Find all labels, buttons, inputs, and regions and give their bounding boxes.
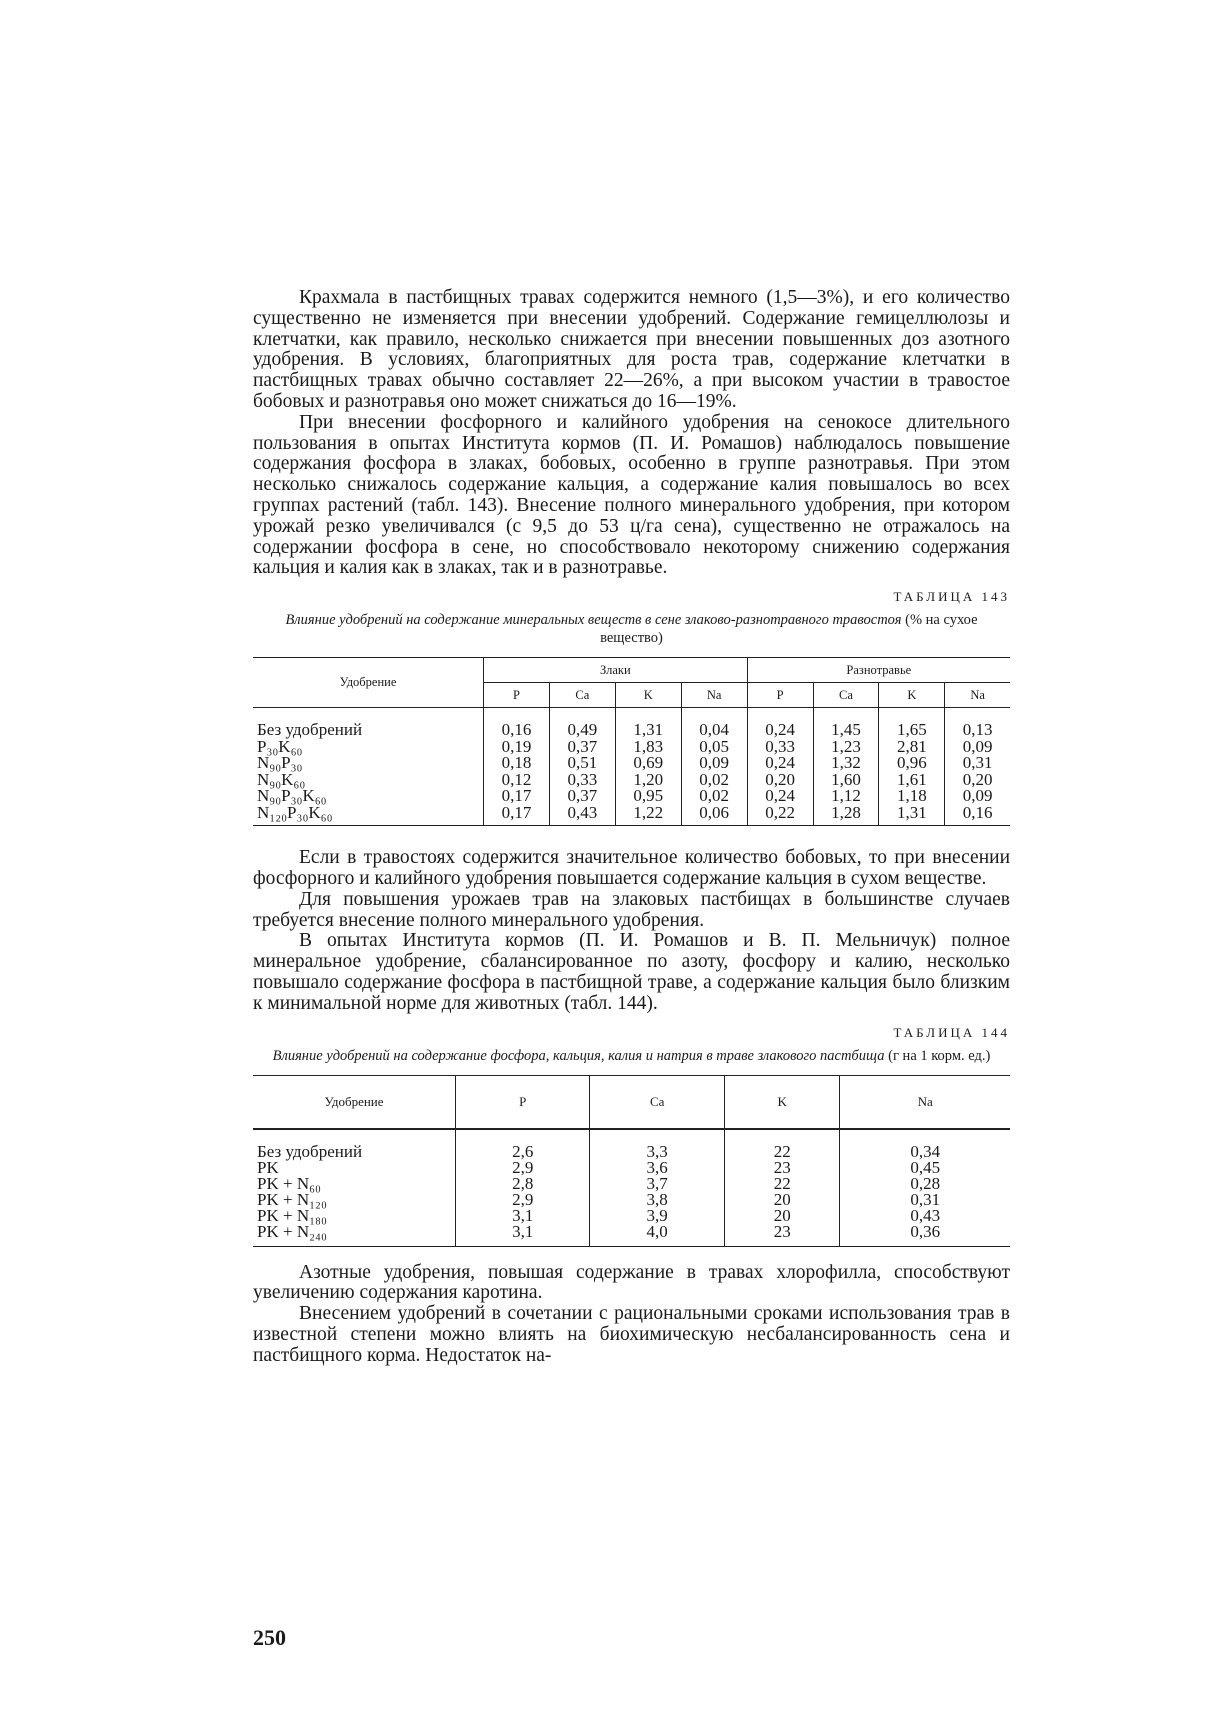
table-143-col-header: K (879, 683, 945, 708)
table-cell-fertilizer: PK + N₁₈₀ (257, 1205, 327, 1225)
table-144-col-header: K (724, 1075, 840, 1129)
table-cell: 0,19 (484, 739, 550, 756)
paragraph-nitrogen: Азотные удобрения, повышая содержание в травах хлорофилла, способствуют увеличению содержания каротина. (253, 1261, 1010, 1304)
table-144-title (253, 1047, 1010, 1065)
table-cell: 1,22 (615, 805, 681, 826)
table-cell: 23 (724, 1224, 840, 1247)
table-cell: 1,28 (813, 805, 879, 826)
table-cell: 20 (724, 1192, 840, 1208)
table-row (253, 805, 1010, 826)
table-cell: 0,45 (840, 1160, 1010, 1176)
table-cell: 0,24 (747, 708, 813, 739)
table-cell: 2,6 (456, 1129, 590, 1160)
table-cell-fertilizer: PK + N₁₂₀ (257, 1189, 327, 1209)
table-143 (253, 657, 1010, 826)
table-143-group-forbs: Разнотравье (747, 658, 1010, 683)
table-cell: 0,20 (747, 772, 813, 789)
table-cell: 0,13 (945, 708, 1010, 739)
paragraph-harvest-timing: Внесением удобрений в сочетании с рациональными сроками использования трав в известной степени можно влиять на биохимическую несбалансированность сена и пастбищного корма. Недостаток на- (253, 1303, 1010, 1366)
table-cell: 0,18 (484, 755, 550, 772)
table-cell: 3,1 (456, 1224, 590, 1247)
table-cell: 0,95 (615, 788, 681, 805)
table-143-title-italic: Влияние удобрений на содержание минеральных веществ в сене злаково-разнотравного травостоя (285, 612, 902, 629)
table-cell: 0,28 (840, 1176, 1010, 1192)
table-cell: 0,02 (681, 788, 747, 805)
table-cell: 0,16 (945, 805, 1010, 826)
page-body (253, 288, 1010, 1367)
table-cell: 0,43 (840, 1208, 1010, 1224)
table-cell: 2,8 (456, 1176, 590, 1192)
table-cell: 0,09 (681, 755, 747, 772)
spacer (253, 826, 1010, 848)
table-cell: 1,12 (813, 788, 879, 805)
table-cell: 0,20 (945, 772, 1010, 789)
table-cell: 3,7 (590, 1176, 724, 1192)
table-cell: 0,37 (549, 788, 615, 805)
table-cell: 0,12 (484, 772, 550, 789)
table-144-caption: ТАБЛИЦА 144 (893, 1024, 1010, 1040)
table-cell: 0,69 (615, 755, 681, 772)
table-cell: 0,49 (549, 708, 615, 739)
table-cell: 1,60 (813, 772, 879, 789)
table-row (253, 1129, 1010, 1160)
table-cell: 3,1 (456, 1208, 590, 1224)
table-cell-fertilizer: Без удобрений (257, 1141, 363, 1161)
table-cell: 0,17 (484, 805, 550, 826)
table-cell: 0,96 (879, 755, 945, 772)
table-143-title-units: (% на сухое вещество) (600, 612, 978, 647)
table-143-group-grasses: Злаки (484, 658, 748, 683)
table-143-row-header: Удобрение (253, 658, 484, 708)
table-144-col-header: P (456, 1075, 590, 1129)
table-144-title-units: (г на 1 корм. ед.) (888, 1047, 991, 1064)
table-cell: 1,31 (879, 805, 945, 826)
table-cell: 0,37 (549, 739, 615, 756)
table-cell: 0,51 (549, 755, 615, 772)
table-cell: 1,61 (879, 772, 945, 789)
table-cell: 3,6 (590, 1160, 724, 1176)
table-cell: 22 (724, 1176, 840, 1192)
table-cell: 0,09 (945, 739, 1010, 756)
table-cell-fertilizer: N₉₀P₃₀ (257, 753, 303, 773)
table-143-caption: ТАБЛИЦА 143 (893, 589, 1010, 605)
table-143-title (253, 611, 1010, 647)
table-cell: 1,18 (879, 788, 945, 805)
table-cell: 1,83 (615, 739, 681, 756)
table-cell: 0,34 (840, 1129, 1010, 1160)
table-144-col-header: Удобрение (253, 1075, 456, 1129)
table-144-col-header: Na (840, 1075, 1010, 1129)
table-row (253, 1192, 1010, 1208)
table-cell: 23 (724, 1160, 840, 1176)
table-cell: 0,33 (549, 772, 615, 789)
table-cell-fertilizer: N₉₀K₆₀ (257, 769, 306, 789)
table-cell: 2,81 (879, 739, 945, 756)
table-cell-fertilizer: N₁₂₀P₃₀K₆₀ (257, 802, 333, 822)
paragraph-institute-experiments: В опытах Института кормов (П. И. Ромашов и В. П. Мельничук) полное минеральное удобрение, сбалансированное по азоту, фосфору и калию, несколько повышало содержание фосфора в пастбищной траве, а содержание кальция было близким к минимальной норме для животных (табл. 144). (253, 930, 1010, 1014)
table-cell: 0,24 (747, 755, 813, 772)
table-cell: 3,9 (590, 1208, 724, 1224)
table-cell: 1,31 (615, 708, 681, 739)
table-row (253, 1176, 1010, 1192)
table-143-col-header: Ca (813, 683, 879, 708)
table-cell: 0,22 (747, 805, 813, 826)
table-cell: 22 (724, 1129, 840, 1160)
table-cell: 0,16 (484, 708, 550, 739)
table-143-col-header: P (747, 683, 813, 708)
table-cell: 0,05 (681, 739, 747, 756)
paragraph-starch: Крахмала в пастбищных травах содержится немного (1,5—3%), и его количество существенно не изменяется при внесении удобрений. Содержание гемицеллюлозы и клетчатки, как правило, несколько снижается при внесении повышенных доз азотного удобрения. В условиях, благоприятных для роста трав, содержание клетчатки в пастбищных травах обычно составляет 22—26%, а при высоком участии в травостое бобовых и разнотравья оно может снижаться до 16—19%. (253, 287, 1010, 412)
table-cell: 0,31 (840, 1192, 1010, 1208)
table-cell: 0,33 (747, 739, 813, 756)
table-cell: 0,24 (747, 788, 813, 805)
table-cell: 1,45 (813, 708, 879, 739)
table-143-col-header: K (615, 683, 681, 708)
table-cell-fertilizer: PK + N₆₀ (257, 1173, 321, 1193)
table-144-col-header: Ca (590, 1075, 724, 1129)
paragraph-yield: Для повышения урожаев трав на злаковых пастбищах в большинстве случаев требуется внесение полного минерального удобрения. (253, 888, 1010, 931)
table-row (253, 708, 1010, 739)
table-cell: 20 (724, 1208, 840, 1224)
table-cell: 3,8 (590, 1192, 724, 1208)
table-cell: 0,17 (484, 788, 550, 805)
table-cell: 0,36 (840, 1224, 1010, 1247)
table-cell-fertilizer: P₃₀K₆₀ (257, 736, 303, 756)
table-cell: 2,9 (456, 1160, 590, 1176)
table-cell: 0,43 (549, 805, 615, 826)
paragraph-phosphorus-potassium: При внесении фосфорного и калийного удобрения на сенокосе длительного пользования в опытах Института кормов (П. И. Ромашов) наблюдалось повышение содержания фосфора в злаках, бобовых, особенно в группе разнотравья. При этом несколько снижалось содержание кальция, а содержание калия повышалось во всех группах растений (табл. 143). Внесение полного минерального удобрения, при котором урожай резко увеличивался (с 9,5 до 53 ц/га сена), существенно не отражалось на содержании фосфора в сене, но способствовало некоторому снижению содержания кальция и калия как в злаках, так и в разнотравье. (253, 411, 1010, 579)
table-cell-fertilizer: PK + N₂₄₀ (257, 1221, 327, 1241)
table-cell: 1,65 (879, 708, 945, 739)
table-cell: 0,04 (681, 708, 747, 739)
table-cell-fertilizer: Без удобрений (257, 720, 363, 740)
table-row (253, 1224, 1010, 1247)
table-cell: 0,31 (945, 755, 1010, 772)
table-cell: 4,0 (590, 1224, 724, 1247)
table-143-col-header: Na (945, 683, 1010, 708)
table-cell: 3,3 (590, 1129, 724, 1160)
table-143-col-header: Ca (549, 683, 615, 708)
table-cell-fertilizer: N₉₀P₃₀K₆₀ (257, 786, 327, 806)
table-cell: 2,9 (456, 1192, 590, 1208)
table-cell: 1,23 (813, 739, 879, 756)
table-143-col-header: P (484, 683, 550, 708)
table-row (253, 1208, 1010, 1224)
table-143-col-header: Na (681, 683, 747, 708)
table-row (253, 1160, 1010, 1176)
paragraph-legumes: Если в травостоях содержится значительное количество бобовых, то при внесении фосфорного и калийного удобрения повышается содержание кальция в сухом веществе. (253, 847, 1010, 889)
table-cell: 0,02 (681, 772, 747, 789)
table-cell-fertilizer: PK (257, 1157, 279, 1177)
table-cell: 0,09 (945, 788, 1010, 805)
table-144 (253, 1075, 1010, 1247)
table-144-title-italic: Влияние удобрений на содержание фосфора, кальция, калия и натрия в траве злакового пастбища (272, 1047, 885, 1064)
spacer (253, 1247, 1010, 1263)
table-cell: 0,06 (681, 805, 747, 826)
table-cell: 1,20 (615, 772, 681, 789)
table-cell: 1,32 (813, 755, 879, 772)
page-number: 250 (253, 1625, 286, 1650)
